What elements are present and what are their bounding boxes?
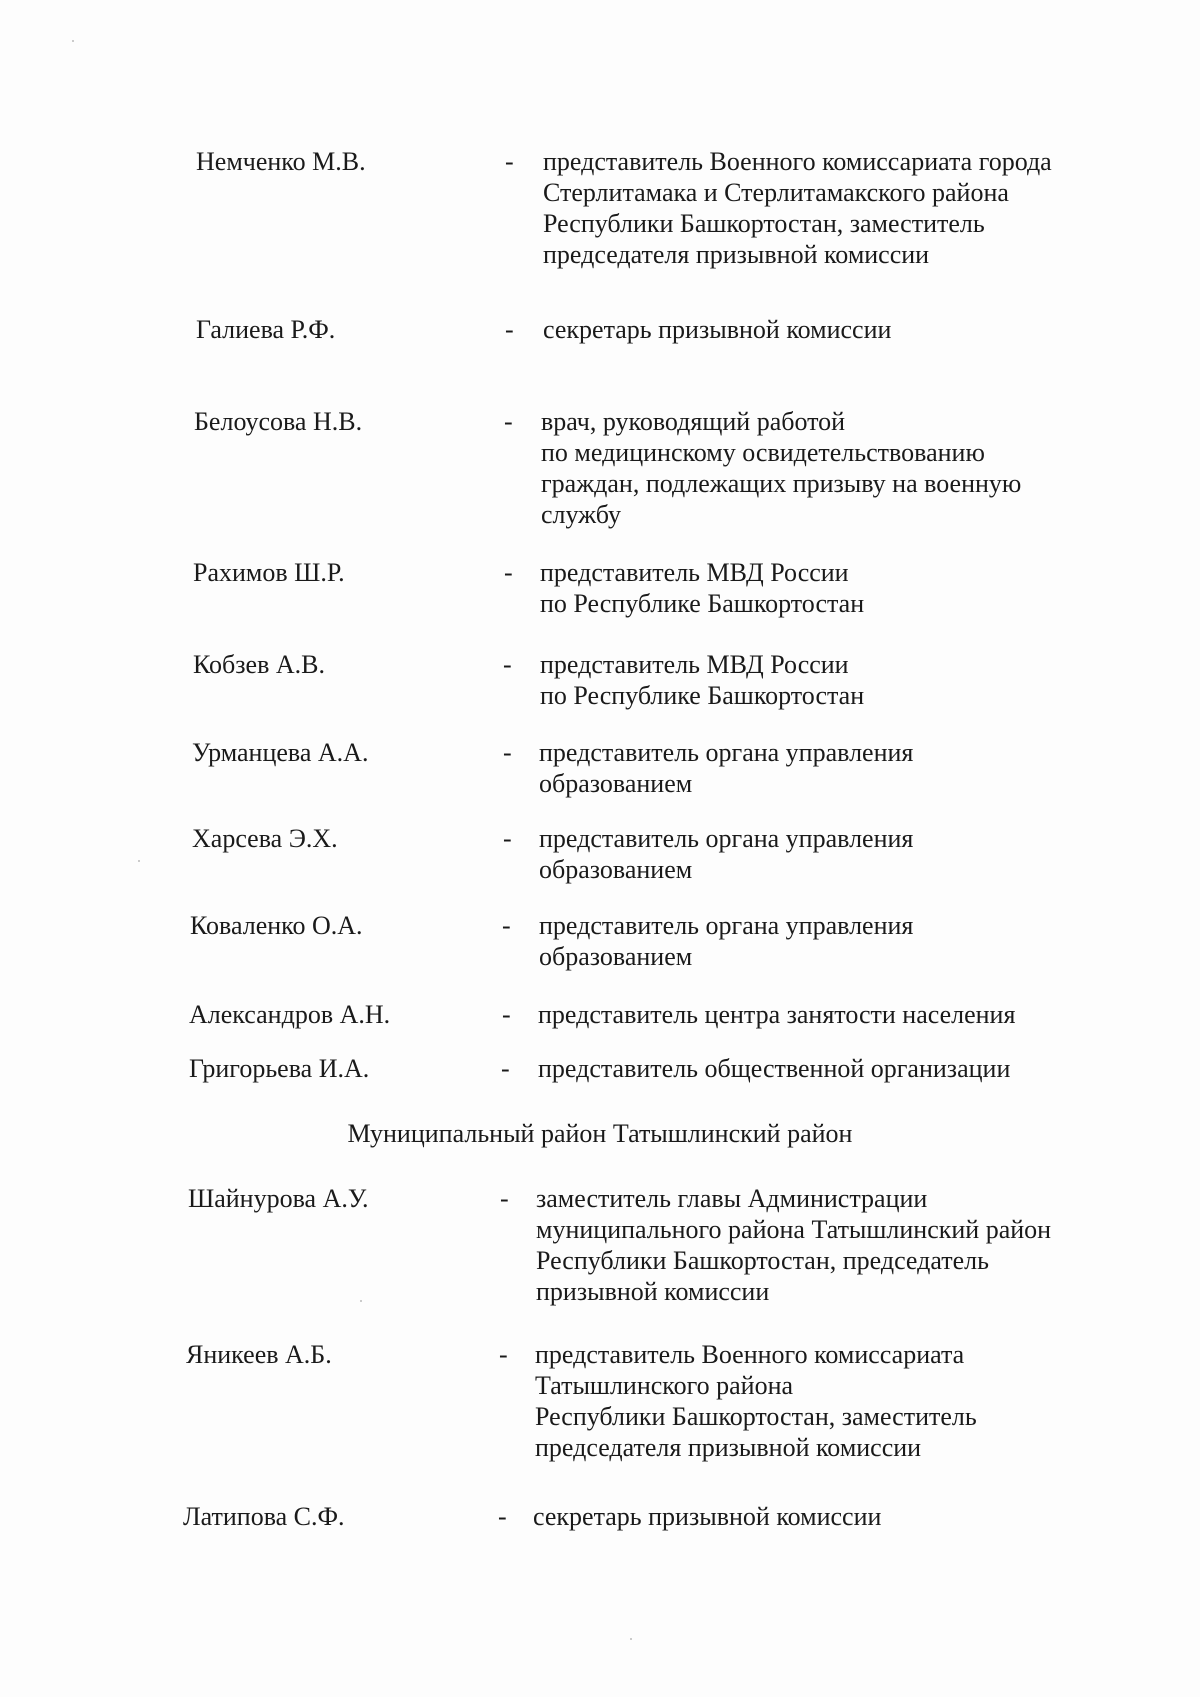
role-line: представитель МВД России [540,558,849,587]
member-name: Коваленко О.А. [190,911,363,940]
dash-separator: - [500,1184,509,1213]
role-line: врач, руководящий работой [541,407,846,436]
member-name: Шайнурова А.У. [188,1184,369,1213]
member-name: Рахимов Ш.Р. [193,558,345,587]
member-role [538,1053,1098,1084]
role-line: граждан, подлежащих призыву на военную [541,469,1022,498]
role-line: председателя призывной комиссии [543,240,930,269]
dash-separator: - [501,1054,510,1083]
role-line: представитель центра занятости населения [538,1000,1016,1029]
member-role [543,146,1103,270]
member-role [538,999,1098,1030]
dash-separator: - [502,911,511,940]
dash-separator: - [504,407,513,436]
member-role [541,406,1101,530]
scan-speck [360,1300,362,1302]
role-line: секретарь призывной комиссии [543,315,892,344]
member-role [540,557,1100,619]
section-heading: Муниципальный район Татышлинский район [347,1119,853,1148]
role-line: представитель органа управления [539,824,914,853]
member-name: Харсева Э.Х. [192,824,338,853]
role-line: муниципального района Татышлинский район [536,1215,1052,1244]
dash-separator: - [503,738,512,767]
role-line: представитель Военного комиссариата города [543,147,1052,176]
member-role [539,823,1099,885]
role-line: по Республике Башкортостан [540,681,865,710]
role-line: по Республике Башкортостан [540,589,865,618]
member-role [539,910,1099,972]
member-name: Яникеев А.Б. [186,1340,332,1369]
member-role [540,649,1100,711]
role-line: Стерлитамака и Стерлитамакского района [543,178,1009,207]
role-line: представитель органа управления [539,911,914,940]
role-line: Республики Башкортостан, заместитель [543,209,985,238]
role-line: образованием [539,942,693,971]
role-line: председателя призывной комиссии [535,1433,922,1462]
role-line: представитель органа управления [539,738,914,767]
role-line: заместитель главы Администрации [536,1184,928,1213]
role-line: службу [541,500,622,529]
dash-separator: - [505,315,514,344]
member-role [539,737,1099,799]
member-name: Григорьева И.А. [189,1054,370,1083]
scan-speck [72,40,74,42]
role-line: Республики Башкортостан, председатель [536,1246,989,1275]
member-role [535,1339,1095,1463]
member-name: Галиева Р.Ф. [196,315,336,344]
role-line: по медицинскому освидетельствованию [541,438,985,467]
role-line: образованием [539,855,693,884]
member-name: Немченко М.В. [196,147,366,176]
dash-separator: - [498,1502,507,1531]
member-name: Белоусова Н.В. [194,407,363,436]
dash-separator: - [503,824,512,853]
dash-separator: - [505,147,514,176]
role-line: образованием [539,769,693,798]
member-name: Кобзев А.В. [193,650,325,679]
scan-speck [630,1638,632,1640]
member-role [533,1501,1093,1532]
scan-speck [138,860,140,862]
role-line: представитель Военного комиссариата [535,1340,965,1369]
member-role [536,1183,1096,1307]
member-role [543,314,1103,345]
dash-separator: - [502,1000,511,1029]
role-line: представитель общественной организации [538,1054,1011,1083]
role-line: Татышлинского района [535,1371,794,1400]
role-line: Республики Башкортостан, заместитель [535,1402,977,1431]
dash-separator: - [503,650,512,679]
dash-separator: - [504,558,513,587]
role-line: призывной комиссии [536,1277,770,1306]
role-line: секретарь призывной комиссии [533,1502,882,1531]
member-name: Александров А.Н. [189,1000,391,1029]
member-name: Урманцева А.А. [192,738,369,767]
dash-separator: - [499,1340,508,1369]
member-name: Латипова С.Ф. [183,1502,345,1531]
role-line: представитель МВД России [540,650,849,679]
